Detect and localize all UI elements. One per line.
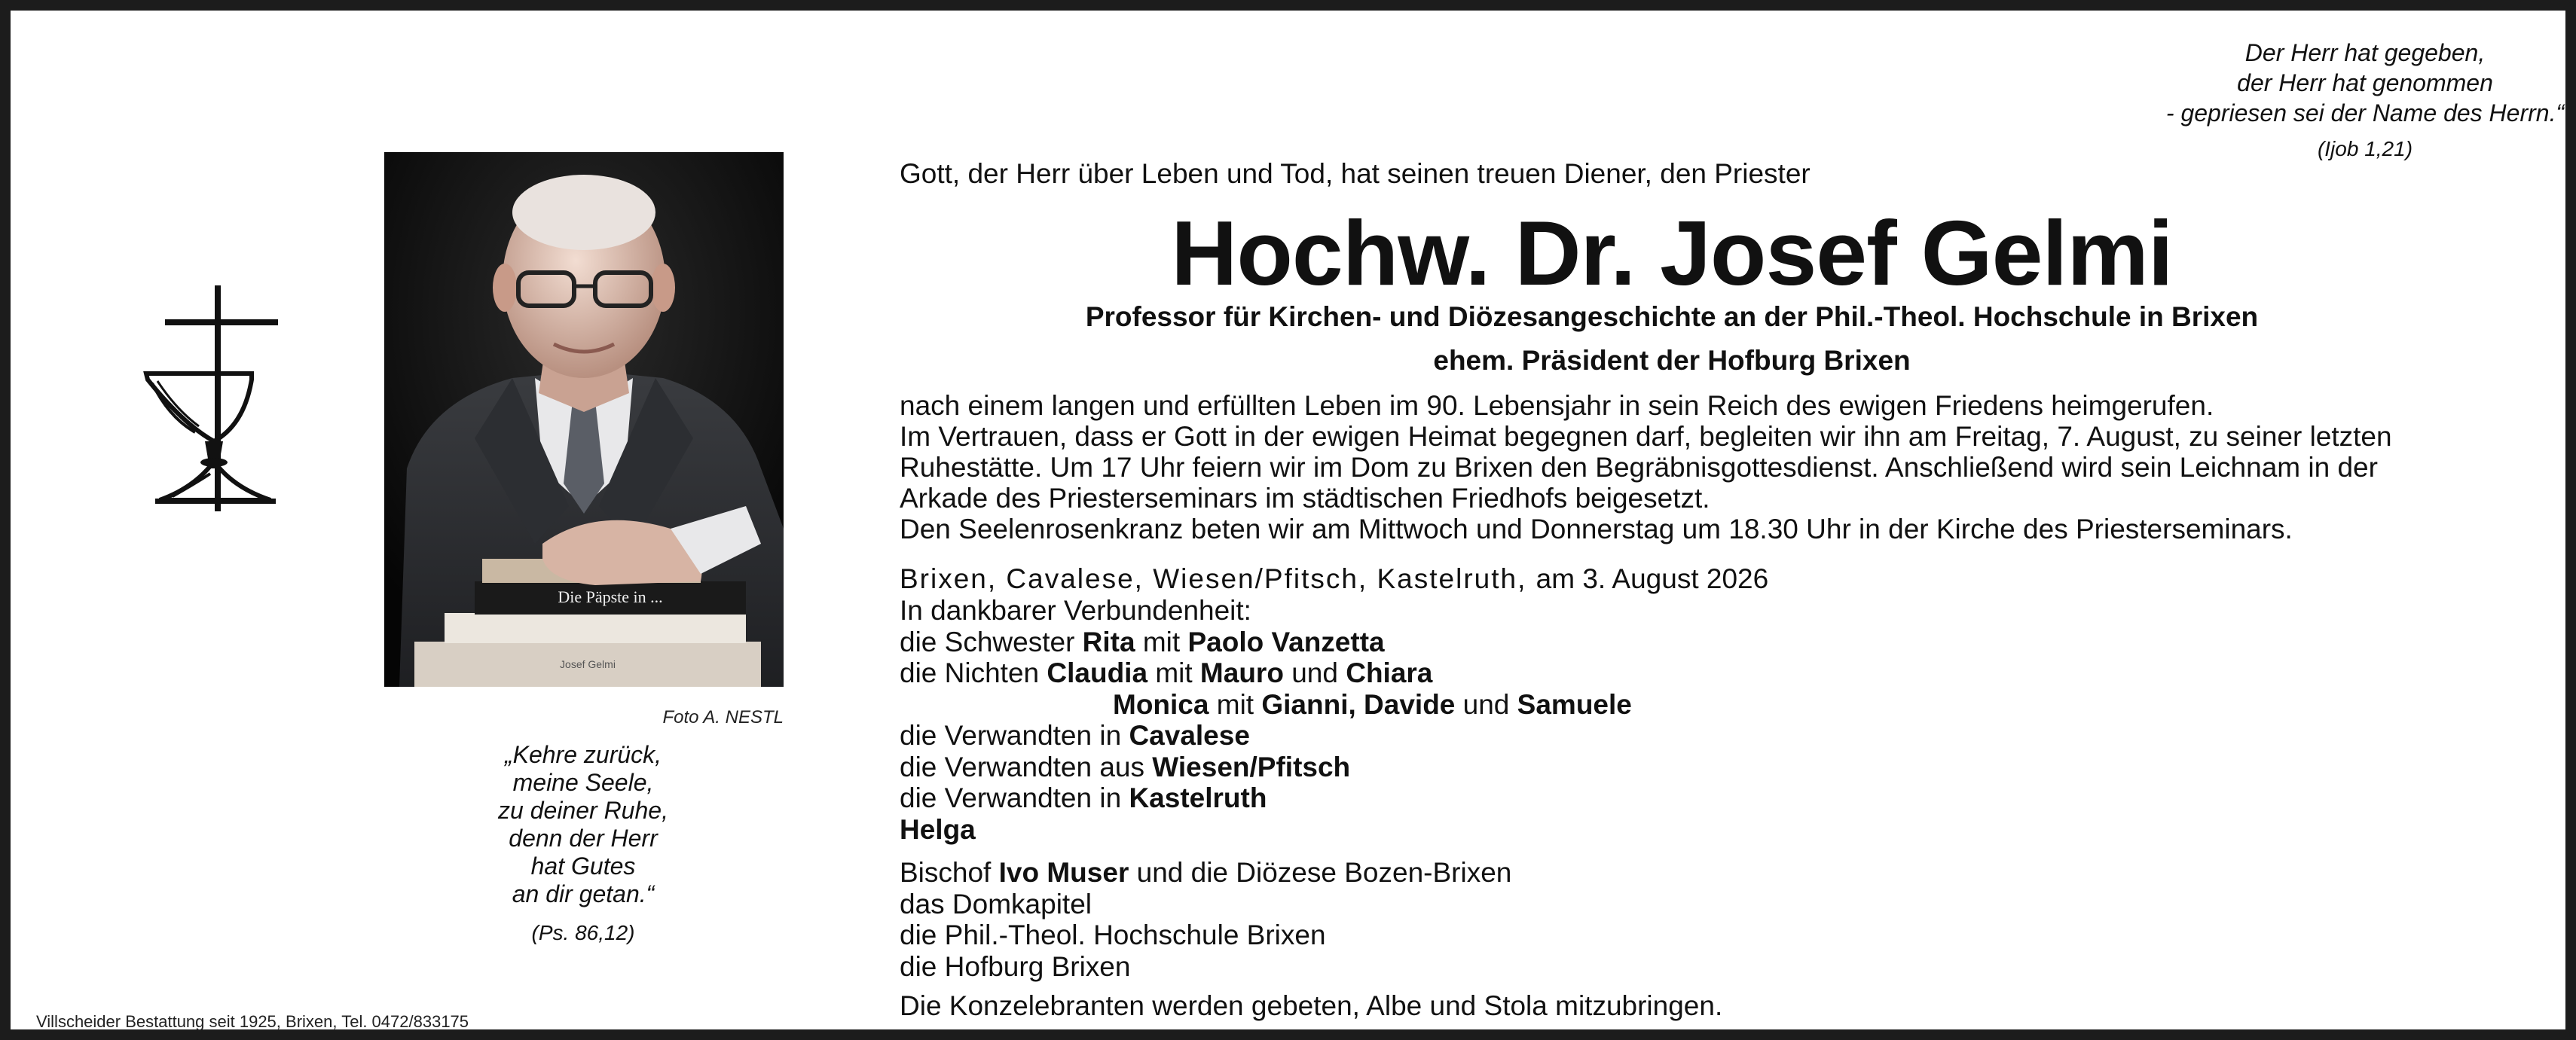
list-item: die Verwandten aus Wiesen/Pfitsch <box>900 751 1351 782</box>
book-spine-text: Josef Gelmi <box>560 658 616 670</box>
body-paragraph: Im Vertrauen, dass er Gott in der ewigen Heimat begegnen darf, begleiten wir ihn am Freitag, 7. August, zu seiner letzten Ruhestätte. Um 17 Uhr feiern wir im Dom zu Brixen den Begräbnisgottesdienst. Anschließend wird sein Leichnam in der Arkade des Priesterseminars im städtischen Friedhofs beigesetzt. <box>900 421 2392 514</box>
mourners-heading: In dankbarer Verbundenheit: <box>900 595 1251 626</box>
list-item: das Domkapitel <box>900 888 1092 920</box>
cross-chalice-icon <box>139 282 297 523</box>
psalm-line: „Kehre zurück, <box>504 741 662 768</box>
list-item: Bischof Ivo Muser und die Diözese Bozen-Brixen <box>900 857 1512 888</box>
book-spine-text: Die Päpste in ... <box>558 587 663 606</box>
list-item: die Schwester Rita mit Paolo Vanzetta <box>900 626 1385 657</box>
psalm-quote <box>432 741 734 947</box>
list-item: die Nichten Claudia mit Mauro und Chiara <box>900 657 1433 688</box>
psalm-reference: (Ps. 86,12) <box>531 921 635 944</box>
deceased-name: Hochw. Dr. Josef Gelmi <box>1171 202 2173 304</box>
bible-quote <box>1969 38 2576 164</box>
list-item: die Hofburg Brixen <box>900 950 1131 982</box>
psalm-line: meine Seele, <box>512 769 654 796</box>
body-paragraph: Den Seelenrosenkranz beten wir am Mittwoch und Donnerstag um 18.30 Uhr in der Kirche des Priesterseminars. <box>900 514 2293 544</box>
list-item: die Phil.-Theol. Hochschule Brixen <box>900 920 1326 950</box>
photo-credit: Foto A. NESTL <box>662 707 784 727</box>
list-item: Helga <box>900 813 976 845</box>
title-line: ehem. Präsident der Hofburg Brixen <box>1433 345 1911 376</box>
psalm-line: hat Gutes <box>530 852 636 880</box>
list-item: die Verwandten in Cavalese <box>900 720 1250 751</box>
quote-line: der Herr hat genommen <box>2237 69 2493 96</box>
list-item: Monica mit Gianni, Davide und Samuele <box>1113 688 1632 720</box>
quote-reference: (Ijob 1,21) <box>2317 137 2413 160</box>
psalm-line: an dir getan.“ <box>512 880 655 907</box>
institutions-list <box>900 857 1511 982</box>
psalm-line: denn der Herr <box>509 825 658 852</box>
quote-line: - gepriesen sei der Name des Herrn.“ <box>2165 99 2565 127</box>
place-date <box>900 563 1768 595</box>
psalm-line: zu deiner Ruhe, <box>498 797 668 824</box>
body-text <box>900 390 2452 544</box>
mourners-list <box>900 595 1632 845</box>
intro-text: Gott, der Herr über Leben und Tod, hat seinen treuen Diener, den Priester <box>900 158 1811 189</box>
closing-note: Die Konzelebranten werden gebeten, Albe und Stola mitzubringen. <box>900 990 1723 1021</box>
body-paragraph: nach einem langen und erfüllten Leben im 90. Lebensjahr in sein Reich des ewigen Friedens heimgerufen. <box>900 390 2214 421</box>
quote-line: Der Herr hat gegeben, <box>2244 39 2486 66</box>
list-item: die Verwandten in Kastelruth <box>900 782 1267 813</box>
portrait-photo <box>384 152 784 687</box>
undertaker-footer: Villscheider Bestattung seit 1925, Brixen, Tel. 0472/833175 <box>36 1012 469 1031</box>
places: Brixen, Cavalese, Wiesen/Pfitsch, Kastelruth, <box>900 563 1527 594</box>
title-line: Professor für Kirchen- und Diözesangeschichte an der Phil.-Theol. Hochschule in Brixen <box>1085 301 2259 332</box>
date: am 3. August 2026 <box>1536 563 1769 594</box>
